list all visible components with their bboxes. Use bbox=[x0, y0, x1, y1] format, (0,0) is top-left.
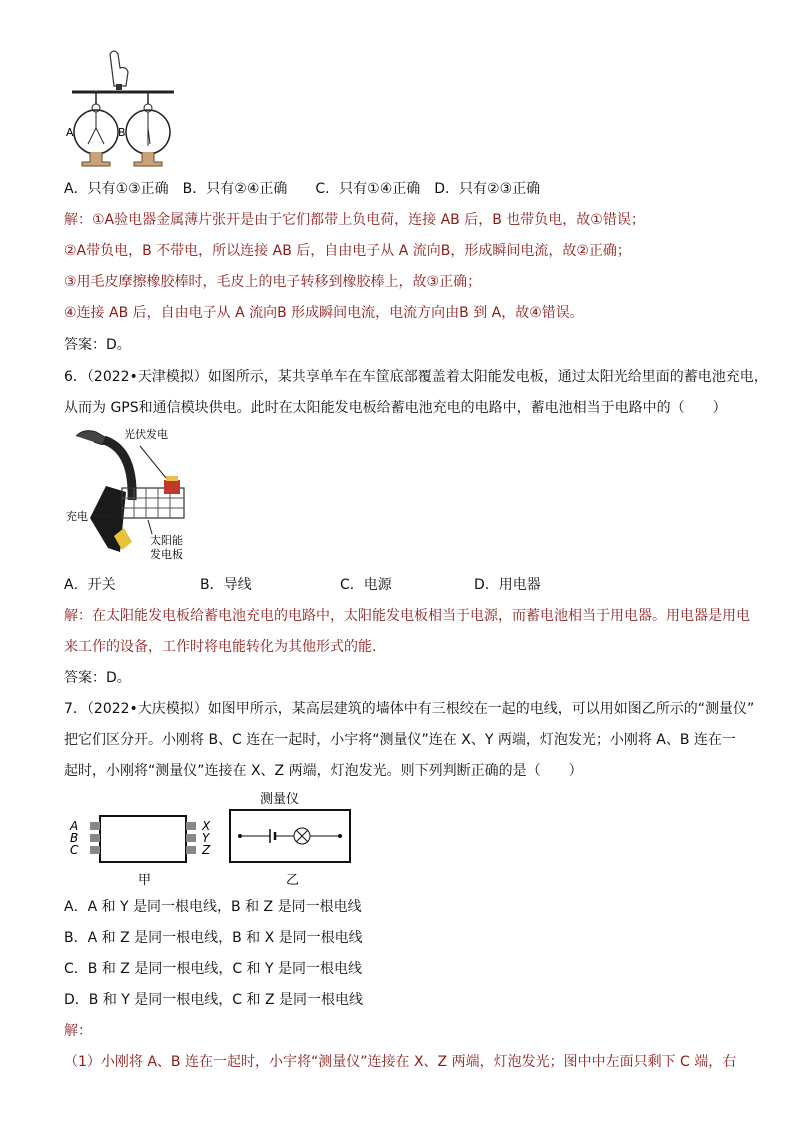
q6-stem-2: 从而为 GPS和通信模块供电。此时在太阳能发电板给蓄电池充电的电路中，蓄电池相当于电路中的（ ） bbox=[64, 400, 727, 416]
q7-option-a: A．A 和 Y 是同一根电线，B 和 Z 是同一根电线 bbox=[64, 899, 362, 915]
q5-solution-3: ③用毛皮摩擦橡胶棒时，毛皮上的电子转移到橡胶棒上，故③正确； bbox=[64, 274, 482, 290]
panel-label-2: 发电板 bbox=[150, 548, 183, 561]
terminal-c: C bbox=[70, 843, 79, 857]
q7-option-b: B．A 和 Z 是同一根电线，B 和 X 是同一根电线 bbox=[64, 930, 363, 946]
q7-stem-1: 7．（2022•大庆模拟）如图甲所示，某高层建筑的墙体中有三根绞在一起的电线，可以用如图乙所示的“测量仪” bbox=[64, 701, 755, 717]
meter-label: 测量仪 bbox=[260, 792, 300, 807]
q7-solution-head: 解： bbox=[64, 1023, 92, 1039]
q5-answer: 答案：D。 bbox=[64, 337, 131, 353]
figure-jia-label: 甲 bbox=[138, 873, 152, 888]
q6-option-a: A．开关 bbox=[64, 577, 116, 593]
q6-answer: 答案：D。 bbox=[64, 670, 131, 686]
terminal-a: A bbox=[70, 819, 79, 833]
q6-option-c: C．电源 bbox=[340, 577, 392, 593]
q6-option-b: B．导线 bbox=[200, 577, 252, 593]
q6-option-d: D．用电器 bbox=[474, 577, 541, 593]
wire-meter-figure bbox=[64, 786, 364, 890]
scope-b-label: B bbox=[118, 126, 126, 139]
panel-label-1: 太阳能 bbox=[150, 534, 183, 547]
terminal-y: Y bbox=[202, 831, 210, 845]
q5-solution-4: ④连接 AB 后，自由电子从 A 流向B 形成瞬间电流，电流方向由B 到 A，故④错误。 bbox=[64, 305, 584, 321]
q7-stem-2: 把它们区分开。小刚将 B、C 连在一起时，小宇将“测量仪”连在 X、Y 两端，灯泡发光；小刚将 A、B 连在一 bbox=[64, 732, 736, 748]
q5-options: A．只有①③正确 B．只有②④正确 C．只有①④正确 D．只有②③正确 bbox=[64, 181, 541, 197]
q5-solution-1: 解：①A验电器金属薄片张开是由于它们都带上负电荷，连接 AB 后，B 也带负电，故①错误； bbox=[64, 212, 645, 228]
q7-solution-1: （1）小刚将 A、B 连在一起时，小宇将“测量仪”连接在 X、Z 两端，灯泡发光；图中中左面只剩下 C 端，右 bbox=[64, 1054, 737, 1070]
q7-option-c: C．B 和 Z 是同一根电线，C 和 Y 是同一根电线 bbox=[64, 961, 362, 977]
charge-label: 充电 bbox=[66, 510, 88, 523]
figure-yi-label: 乙 bbox=[286, 873, 300, 888]
terminal-b: B bbox=[70, 831, 79, 845]
scope-a-label: A bbox=[66, 126, 74, 139]
terminal-z: Z bbox=[202, 843, 211, 857]
terminal-x: X bbox=[202, 819, 211, 833]
q6-solution-1: 解：在太阳能发电板给蓄电池充电的电路中，太阳能发电板相当于电源，而蓄电池相当于用电器。用电器是用电 bbox=[64, 608, 750, 624]
pv-label: 光伏发电 bbox=[124, 428, 168, 441]
q7-option-d: D．B 和 Y 是同一根电线，C 和 Z 是同一根电线 bbox=[64, 992, 364, 1008]
q7-stem-3: 起时，小刚将“测量仪”连接在 X、Z 两端，灯泡发光。则下列判断正确的是（ ） bbox=[64, 763, 583, 779]
electroscope-figure bbox=[62, 48, 182, 176]
q6-stem-1: 6．（2022•天津模拟）如图所示，某共享单车在车筐底部覆盖着太阳能发电板，通过太阳光给里面的蓄电池充电， bbox=[64, 369, 768, 385]
bike-basket-figure bbox=[64, 426, 204, 566]
q5-solution-2: ②A带负电，B 不带电，所以连接 AB 后，自由电子从 A 流向B，形成瞬间电流，故②正确； bbox=[64, 243, 631, 259]
q6-solution-2: 来工作的设备，工作时将电能转化为其他形式的能． bbox=[64, 639, 386, 655]
